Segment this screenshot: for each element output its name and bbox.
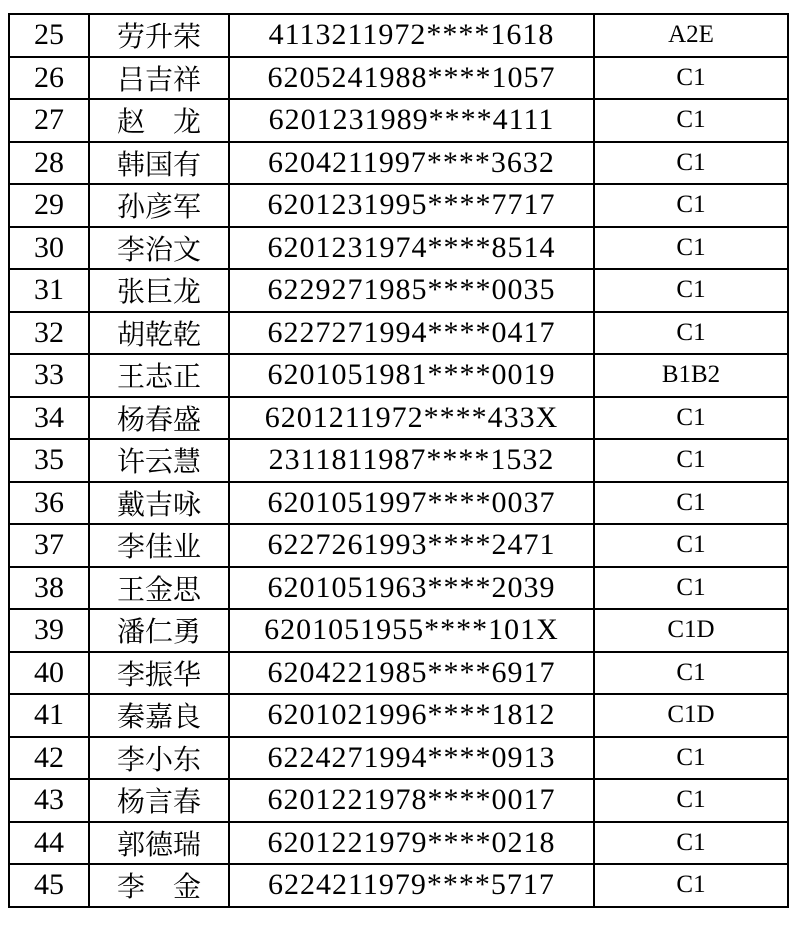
id-number-cell: 6201211972****433X	[229, 397, 594, 440]
table-row	[9, 737, 788, 780]
id-number-cell: 6227271994****0417	[229, 312, 594, 355]
license-class-cell: C1	[594, 184, 788, 227]
row-number-cell: 32	[9, 312, 89, 355]
row-number-cell: 30	[9, 227, 89, 270]
license-class-cell: C1	[594, 524, 788, 567]
id-number-cell: 6201231989****4111	[229, 99, 594, 142]
id-number-cell: 6201051981****0019	[229, 354, 594, 397]
id-number-cell: 6224271994****0913	[229, 737, 594, 780]
row-number-cell: 44	[9, 822, 89, 865]
row-number-cell: 26	[9, 57, 89, 100]
name-cell: 孙彦军	[89, 184, 229, 227]
table-row	[9, 822, 788, 865]
table-row	[9, 57, 788, 100]
table-row	[9, 524, 788, 567]
table-row	[9, 142, 788, 185]
name-cell: 杨言春	[89, 779, 229, 822]
table-row	[9, 227, 788, 270]
id-number-cell: 6201051997****0037	[229, 482, 594, 525]
row-number-cell: 37	[9, 524, 89, 567]
table-row	[9, 439, 788, 482]
name-cell: 劳升荣	[89, 14, 229, 57]
table-row	[9, 694, 788, 737]
id-number-cell: 2311811987****1532	[229, 439, 594, 482]
license-class-cell: C1	[594, 864, 788, 907]
license-class-cell: C1	[594, 737, 788, 780]
name-cell: 李佳业	[89, 524, 229, 567]
license-class-cell: C1	[594, 269, 788, 312]
license-class-cell: C1	[594, 227, 788, 270]
id-number-cell: 6201021996****1812	[229, 694, 594, 737]
license-class-cell: C1	[594, 652, 788, 695]
row-number-cell: 35	[9, 439, 89, 482]
license-class-cell: C1	[594, 482, 788, 525]
row-number-cell: 42	[9, 737, 89, 780]
table-row	[9, 652, 788, 695]
license-class-cell: C1	[594, 779, 788, 822]
row-number-cell: 29	[9, 184, 89, 227]
table-row	[9, 609, 788, 652]
id-number-cell: 6229271985****0035	[229, 269, 594, 312]
table-row	[9, 864, 788, 907]
row-number-cell: 33	[9, 354, 89, 397]
table-row	[9, 482, 788, 525]
license-class-cell: C1	[594, 142, 788, 185]
name-cell: 赵 龙	[89, 99, 229, 142]
license-class-cell: C1	[594, 567, 788, 610]
row-number-cell: 41	[9, 694, 89, 737]
name-cell: 李治文	[89, 227, 229, 270]
row-number-cell: 27	[9, 99, 89, 142]
row-number-cell: 40	[9, 652, 89, 695]
name-cell: 张巨龙	[89, 269, 229, 312]
name-cell: 胡乾乾	[89, 312, 229, 355]
id-number-cell: 6204211997****3632	[229, 142, 594, 185]
license-class-cell: C1	[594, 439, 788, 482]
table-row	[9, 312, 788, 355]
license-class-cell: B1B2	[594, 354, 788, 397]
name-cell: 吕吉祥	[89, 57, 229, 100]
name-cell: 杨春盛	[89, 397, 229, 440]
id-number-cell: 6205241988****1057	[229, 57, 594, 100]
table-row	[9, 779, 788, 822]
table-row	[9, 269, 788, 312]
license-class-cell: C1	[594, 397, 788, 440]
row-number-cell: 43	[9, 779, 89, 822]
table-row	[9, 354, 788, 397]
row-number-cell: 31	[9, 269, 89, 312]
name-cell: 潘仁勇	[89, 609, 229, 652]
row-number-cell: 38	[9, 567, 89, 610]
table-row	[9, 397, 788, 440]
id-number-cell: 6201051955****101X	[229, 609, 594, 652]
id-number-cell: 6201221979****0218	[229, 822, 594, 865]
name-cell: 李小东	[89, 737, 229, 780]
id-number-cell: 6201051963****2039	[229, 567, 594, 610]
driver-license-roster-table	[8, 13, 789, 908]
id-number-cell: 6201231995****7717	[229, 184, 594, 227]
name-cell: 许云慧	[89, 439, 229, 482]
row-number-cell: 34	[9, 397, 89, 440]
name-cell: 王志正	[89, 354, 229, 397]
license-class-cell: C1D	[594, 609, 788, 652]
license-class-cell: C1	[594, 822, 788, 865]
name-cell: 韩国有	[89, 142, 229, 185]
id-number-cell: 6201221978****0017	[229, 779, 594, 822]
name-cell: 郭德瑞	[89, 822, 229, 865]
table-row	[9, 567, 788, 610]
name-cell: 李 金	[89, 864, 229, 907]
row-number-cell: 45	[9, 864, 89, 907]
table-row	[9, 184, 788, 227]
row-number-cell: 39	[9, 609, 89, 652]
id-number-cell: 6227261993****2471	[229, 524, 594, 567]
license-class-cell: C1D	[594, 694, 788, 737]
name-cell: 王金思	[89, 567, 229, 610]
license-class-cell: C1	[594, 57, 788, 100]
name-cell: 李振华	[89, 652, 229, 695]
license-class-cell: C1	[594, 99, 788, 142]
row-number-cell: 36	[9, 482, 89, 525]
license-class-cell: C1	[594, 312, 788, 355]
id-number-cell: 4113211972****1618	[229, 14, 594, 57]
id-number-cell: 6224211979****5717	[229, 864, 594, 907]
table-row	[9, 99, 788, 142]
row-number-cell: 28	[9, 142, 89, 185]
name-cell: 戴吉咏	[89, 482, 229, 525]
license-class-cell: A2E	[594, 14, 788, 57]
id-number-cell: 6204221985****6917	[229, 652, 594, 695]
row-number-cell: 25	[9, 14, 89, 57]
id-number-cell: 6201231974****8514	[229, 227, 594, 270]
name-cell: 秦嘉良	[89, 694, 229, 737]
table-row	[9, 14, 788, 57]
table-body	[9, 14, 788, 907]
